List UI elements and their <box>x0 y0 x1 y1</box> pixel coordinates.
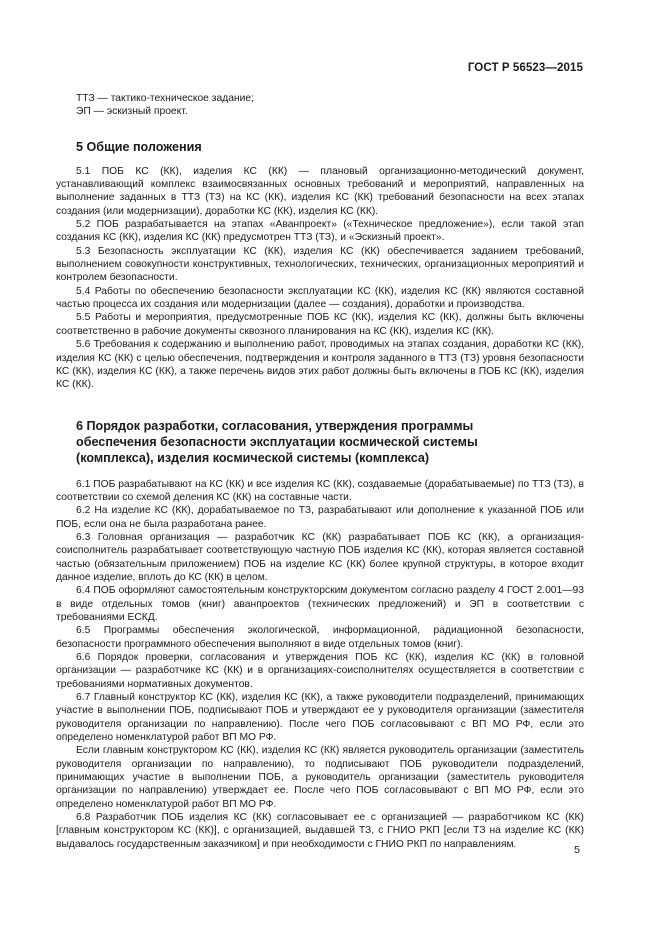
section-5-title: 5 Общие положения <box>76 139 202 154</box>
paragraph-6-7: 6.7 Главный конструктор КС (КК), изделия КС (КК), а также руководители подразделений, принимающих участие в выполнении ПОБ, подписывают ПОБ и утверждают ее у руководителя организации (заместителя руководителя организации по направлению). После чего ПОБ согласовывают с ВП МО РФ, если это определено номенклатурой работ ВП МО РФ. <box>56 692 584 744</box>
paragraph-6-1: 6.1 ПОБ разрабатывают на КС (КК) и все изделия КС (КК), создаваемые (дорабатываемые) по ТТЗ (ТЗ), в соответствии со схемой деления КС (КК) на составные части. <box>56 478 584 503</box>
paragraph-6-2: 6.2 На изделие КС (КК), дорабатываемое по ТЗ, разрабатывают или дополнение к указанной ПОБ или ПОБ, если она не была разработана ранее. <box>56 505 584 530</box>
paragraph-5-1: 5.1 ПОБ КС (КК), изделия КС (КК) — плановый организационно-методический документ, устанавливающий комплекс взаимосвязанных основных требований и мероприятий, направленных на выполнение заданных в ТТЗ (ТЗ) на КС (КК), изделия КС (КК) требований безопасности на всех этапах создания (или модернизации), доработки КС (КК), изделия КС (КК). <box>56 165 584 217</box>
paragraph-5-6: 5.6 Требования к содержанию и выполнению работ, проводимых на этапах создания, доработки КС (КК), изделия КС (КК) с целью обеспечения, подтверждения и контроля заданного в ТТЗ (ТЗ) уровня безопасности КС (КК), изделия КС (КК), а также перечень видов этих работ должны быть включены в ПОБ КС (КК), изделия КС (КК). <box>56 339 584 391</box>
document-code: ГОСТ Р 56523—2015 <box>467 62 583 74</box>
paragraph-6-5: 6.5 Программы обеспечения экологической, информационной, радиационной безопасности, безопасности программного обеспечения выполняют в виде отдельных томов (книг). <box>56 625 584 650</box>
abbreviation-ttz: ТТЗ — тактико-техническое задание; <box>76 93 254 104</box>
paragraph-5-3: 5.3 Безопасность эксплуатации КС (КК), изделия КС (КК) обеспечивается заданием требований, выполнением совокупности конструктивных, технологических, технических, организационных мероприятий и контролем безопасности. <box>56 245 584 284</box>
paragraph-6-6: 6.6 Порядок проверки, согласования и утверждения ПОБ КС (КК), изделия КС (КК) в головной организации — разработчике КС (КК) и в организациях-соисполнителях осуществляется в соответствии с требованиями нормативных документов. <box>56 652 584 690</box>
paragraph-6-3: 6.3 Головная организация — разработчик КС (КК) разрабатывает ПОБ КС (КК), а организация-соисполнитель разрабатывает соответствующую частную ПОБ изделия КС (КК), которая является составной частью (обязательным приложением) ПОБ на изделие КС (КК) более крупной структуры, в которое входит данное изделие, вплоть до КС (КК) в целом. <box>56 531 584 583</box>
section-6-title-line-1: 6 Порядок разработки, согласования, утверждения программы <box>76 418 474 433</box>
section-6-title-line-3: (комплекса), изделия космической системы (комплекса) <box>76 450 430 465</box>
section-6-title-line-2: обеспечения безопасности эксплуатации космической системы <box>76 434 478 449</box>
paragraph-6-7-continued: Если главным конструктором КС (КК), изделия КС (КК) является руководитель организации (заместитель руководителя организации по направлению), то подписывают ПОБ руководители подразделений, принимающих участие в выполнении ПОБ, а руководитель организации (заместитель руководителя организации по направлению) утверждает ее. После чего ПОБ согласовывают с ВП МО РФ, если это определено номенклатурой работ ВП МО РФ. <box>56 745 584 810</box>
page-number: 5 <box>574 844 580 856</box>
abbreviation-ep: ЭП — эскизный проект. <box>76 106 188 118</box>
paragraph-5-4: 5.4 Работы по обеспечению безопасности эксплуатации КС (КК), изделия КС (КК) являются составной частью процесса их создания или модернизации (далее — создания), доработки и производства. <box>56 285 584 311</box>
paragraph-5-2: 5.2 ПОБ разрабатывается на этапах «Аванпроект» («Техническое предложение»), если такой этап создания КС (КК), изделия КС (КК) предусмотрен ТТЗ (ТЗ), и «Эскизный проект». <box>56 219 584 244</box>
section-6-title <box>56 418 584 466</box>
paragraph-5-5: 5.5 Работы и мероприятия, предусмотренные ПОБ КС (КК), изделия КС (КК), должны быть включены соответственно в рабочие документы сквозного планирования на КС (КК), изделия КС (КК). <box>56 312 584 337</box>
page-content <box>56 92 584 851</box>
paragraph-6-8: 6.8 Разработчик ПОБ изделия КС (КК) согласовывает ее с организацией — разработчиком КС (КК) [главным конструктором КС (КК)], с организацией, выдавшей ТЗ, с ГНИО РКП [если ТЗ на изделие КС (КК) выдавалось государственным заказчиком] и при необходимости с ГНИО РКП по направлениям. <box>56 812 584 850</box>
paragraph-6-4: 6.4 ПОБ оформляют самостоятельным конструкторским документом согласно разделу 4 ГОСТ 2.001—93 в виде отдельных томов (книг) аванпроектов (технических предложений) и ЭП в соответствии с требованиями ЕСКД. <box>56 585 584 623</box>
